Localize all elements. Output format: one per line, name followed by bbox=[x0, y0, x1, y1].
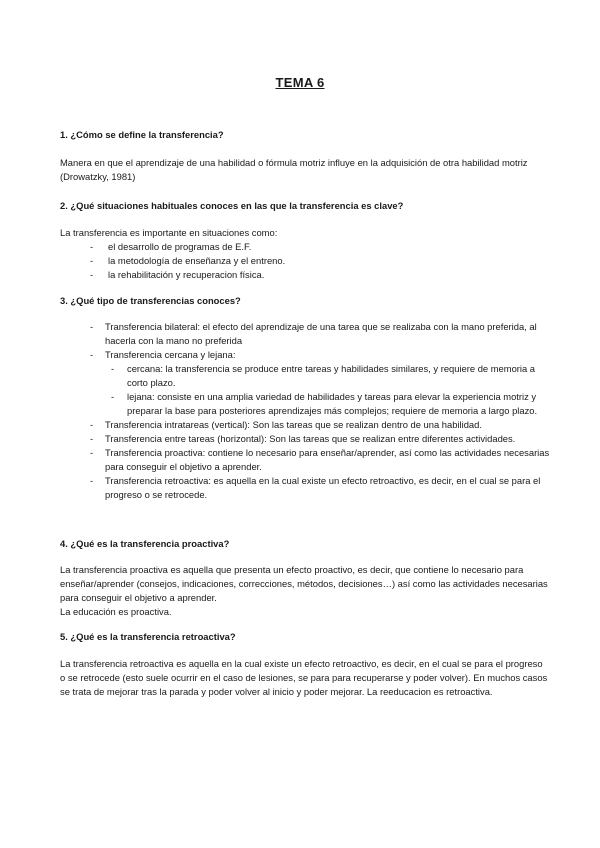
answer-2-block bbox=[60, 226, 550, 282]
section-q2 bbox=[60, 199, 550, 213]
answer-4-note: La educación es proactiva. bbox=[60, 606, 172, 617]
list-item: - el desarrollo de programas de E.F. bbox=[60, 240, 550, 254]
section-q3 bbox=[60, 294, 550, 308]
transfer-types-list bbox=[60, 320, 550, 502]
list-item: - la metodología de enseñanza y el entreno. bbox=[60, 254, 550, 268]
type-proactiva: - Transferencia proactiva: contiene lo necesario para enseñar/aprender, así como las actividades necesarias para conseguir el objetivo a aprender. bbox=[60, 446, 550, 474]
type-intratareas: - Transferencia intratareas (vertical): Son las tareas que se realizan dentro de una habilidad. bbox=[60, 418, 550, 432]
section-q1 bbox=[60, 128, 550, 142]
question-1: 1. ¿Cómo se define la transferencia? bbox=[60, 129, 224, 140]
answer-4-block bbox=[60, 563, 550, 619]
answer-4: La transferencia proactiva es aquella que presenta un efecto proactivo, es decir, que contiene lo necesario para enseñar/aprender (consejos, indicaciones, correcciones, métodos, decisiones…) así como las actividades necesarias para conseguir el objetivo a aprender. bbox=[60, 564, 548, 603]
type-cercana-lejana-label: Transferencia cercana y lejana: bbox=[105, 349, 236, 360]
document-title: TEMA 6 bbox=[275, 75, 325, 90]
question-3: 3. ¿Qué tipo de transferencias conoces? bbox=[60, 295, 241, 306]
answer-2-intro: La transferencia es importante en situaciones como: bbox=[60, 227, 278, 238]
section-q4 bbox=[60, 537, 550, 551]
list-item: - la rehabilitación y recuperacion física. bbox=[60, 268, 550, 282]
type-retroactiva: - Transferencia retroactiva: es aquella en la cual existe un efecto retroactivo, es decir, en el cual se para el progreso o se retrocede. bbox=[60, 474, 550, 502]
question-5: 5. ¿Qué es la transferencia retroactiva? bbox=[60, 631, 236, 642]
answer-1: Manera en que el aprendizaje de una habilidad o fórmula motriz influye en la adquisición de otra habilidad motriz (Drowatzky, 1981) bbox=[60, 157, 528, 182]
question-4: 4. ¿Qué es la transferencia proactiva? bbox=[60, 538, 230, 549]
section-q5 bbox=[60, 630, 550, 644]
answer-5-block bbox=[60, 657, 550, 699]
question-2: 2. ¿Qué situaciones habituales conoces en las que la transferencia es clave? bbox=[60, 200, 404, 211]
type-cercana-lejana bbox=[60, 348, 550, 418]
situations-list bbox=[60, 240, 550, 282]
type-entre-tareas: - Transferencia entre tareas (horizontal): Son las tareas que se realizan entre diferentes actividades. bbox=[60, 432, 550, 446]
answer-1-block bbox=[60, 156, 550, 184]
sub-item-lejana: - lejana: consiste en una amplia variedad de habilidades y tareas para elevar la experiencia motriz y preparar la base para posteriores aprendizajes más complejos; requiere de memoria a largo plazo. bbox=[105, 390, 550, 418]
cercana-lejana-sublist bbox=[105, 362, 550, 418]
type-bilateral: - Transferencia bilateral: el efecto del aprendizaje de una tarea que se realizaba con la mano preferida, al hacerla con la mano no preferida bbox=[60, 320, 550, 348]
answer-5: La transferencia retroactiva es aquella en la cual existe un efecto retroactivo, es decir, en el cual se para el progreso o se retrocede (esto suele ocurrir en el caso de lesiones, se para para recuperarse y poder volver). En muchos casos se trata de mejorar tras la parada y poder volver al inicio y poder mejorar. La reeducacion es retroactiva. bbox=[60, 658, 548, 697]
sub-item-cercana: - cercana: la transferencia se produce entre tareas y habilidades similares, y requiere de memoria a corto plazo. bbox=[105, 362, 550, 390]
answer-3-block bbox=[60, 320, 550, 502]
